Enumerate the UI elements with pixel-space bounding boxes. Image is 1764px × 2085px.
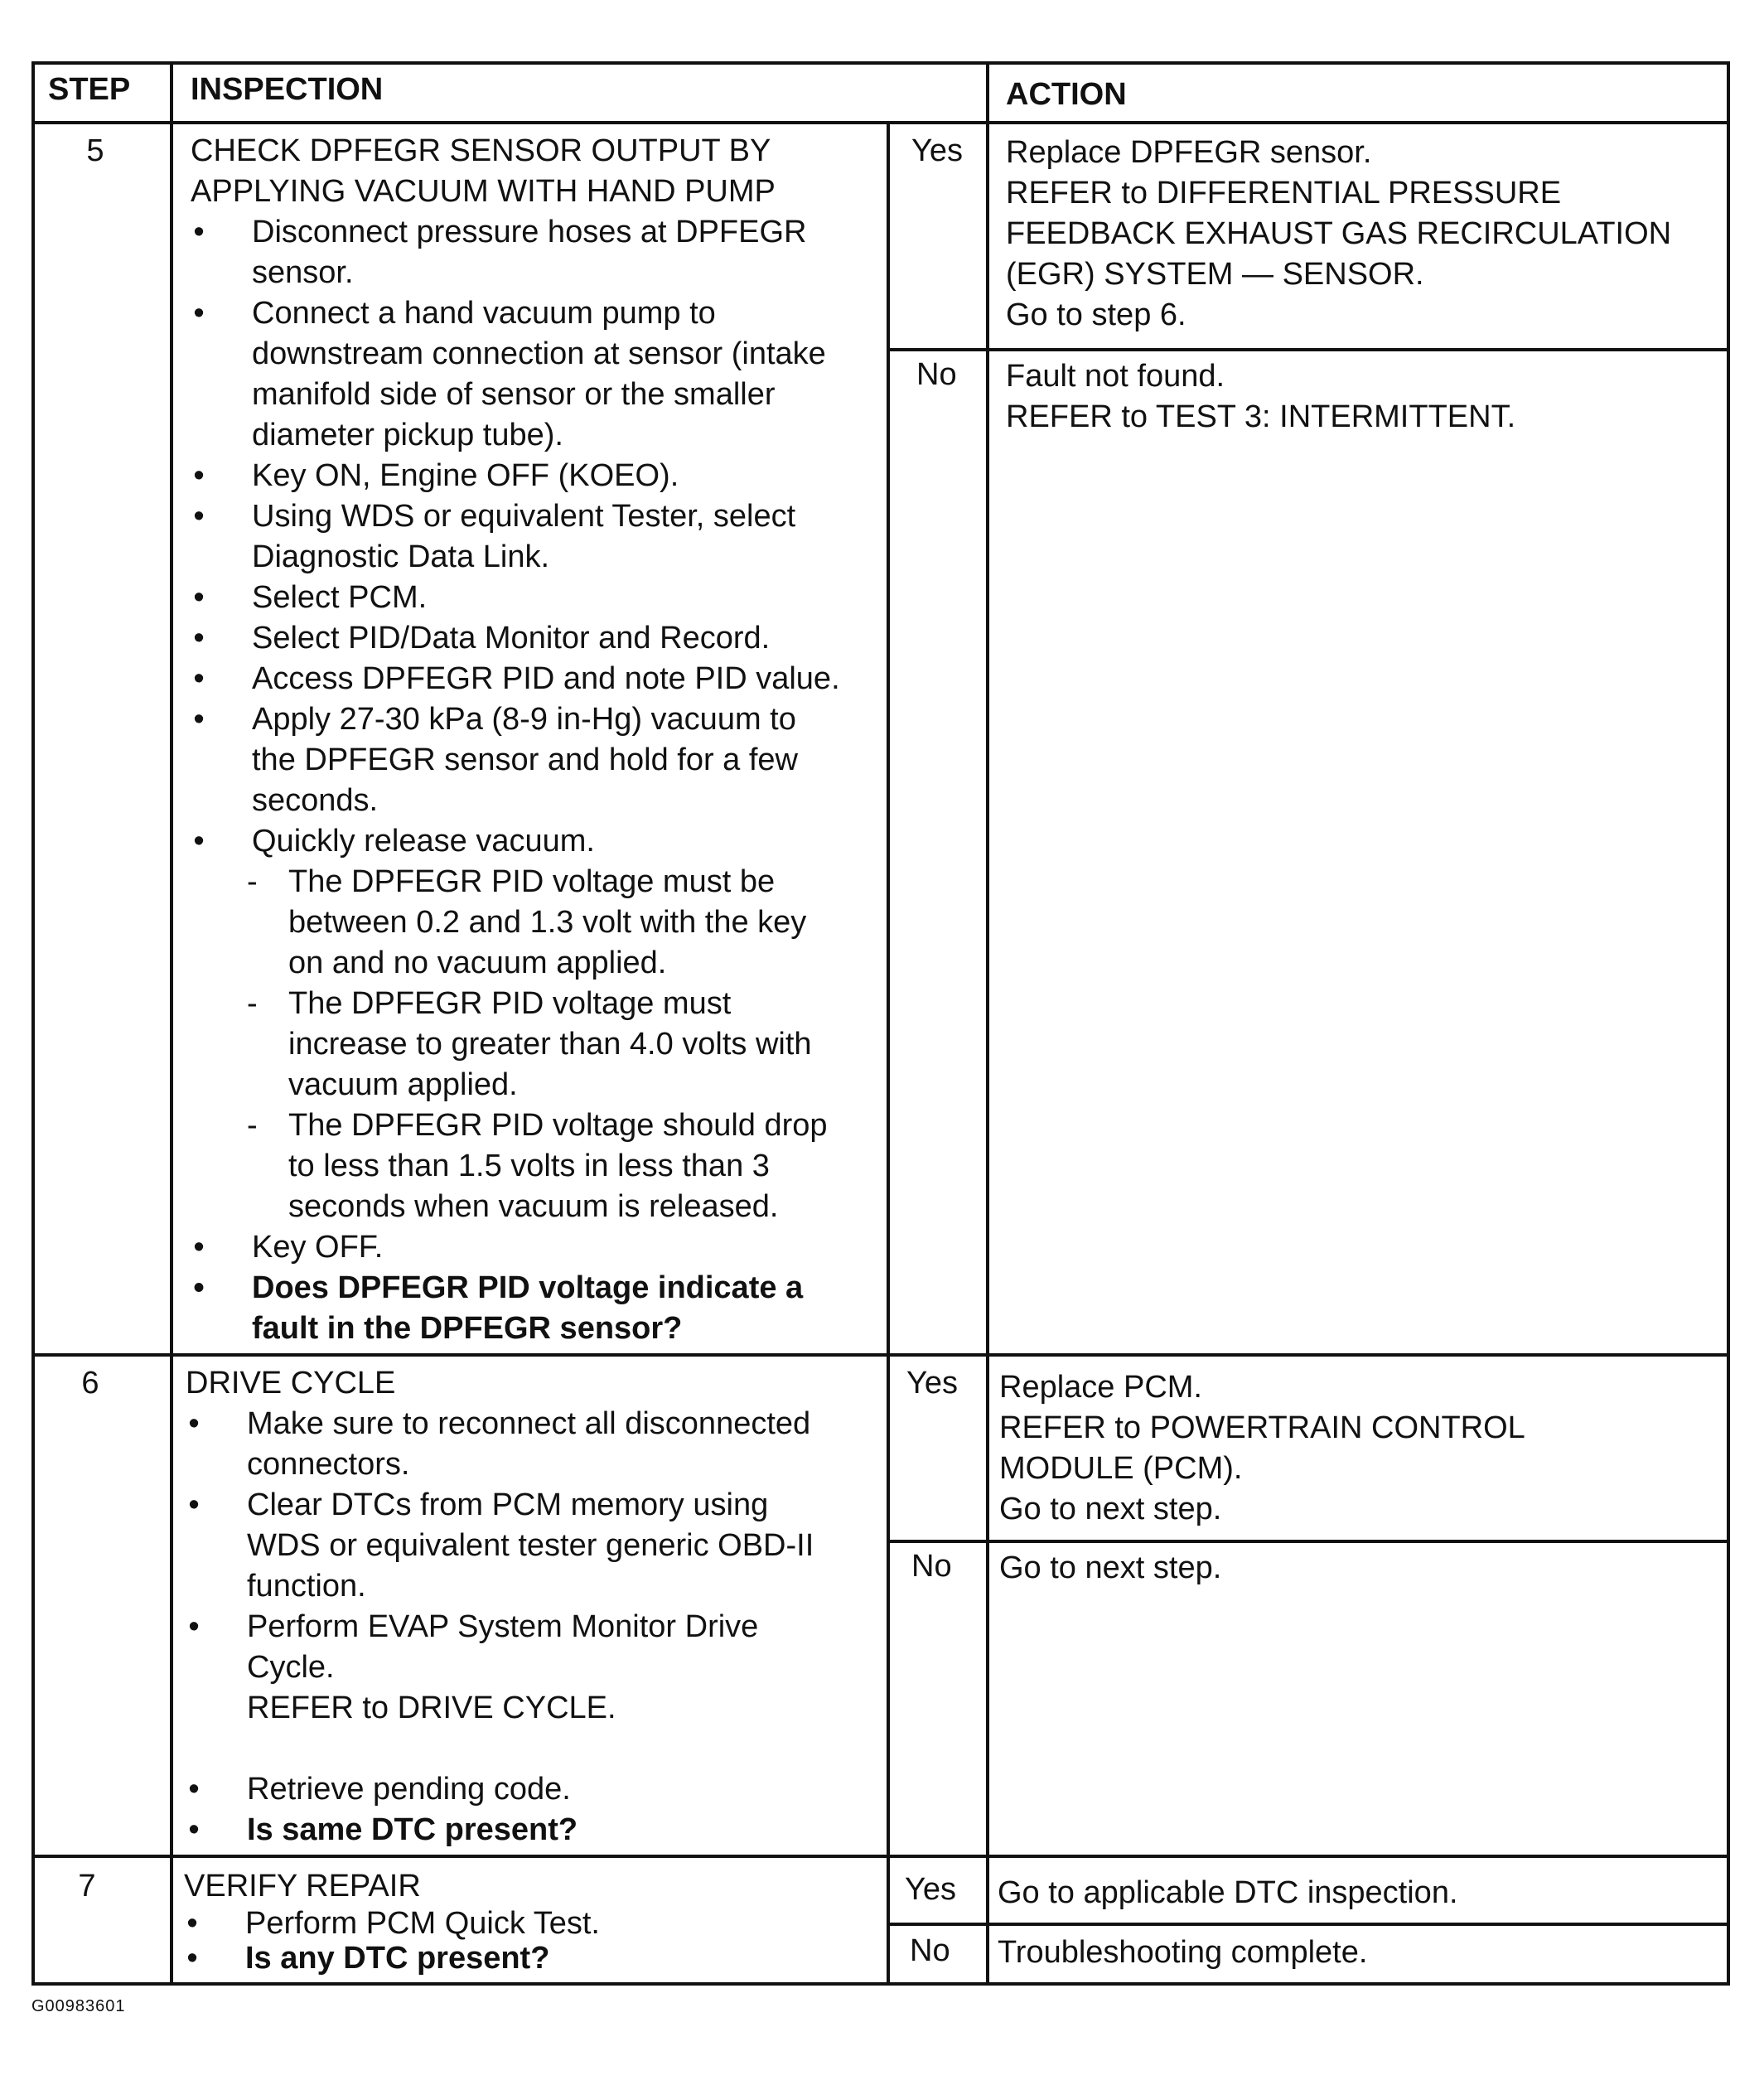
list-item [189,659,877,699]
yes-no-divider-step7 [887,1923,1730,1926]
bullet-icon: • [193,661,205,696]
yes-action [1006,133,1671,336]
action-line: REFER to TEST 3: INTERMITTENT. [1006,399,1516,434]
list-item-text: downstream connection at sensor (intake [252,336,826,371]
bullet-icon: • [186,1906,198,1941]
list-item-text: Select PID/Data Monitor and Record. [252,621,771,655]
bullet-icon: • [193,702,205,737]
list-item [189,1268,877,1349]
list-item-text: Diagnostic Data Link. [252,539,550,574]
list-item-text: Perform EVAP System Monitor Drive [247,1609,759,1644]
row-divider-6-7 [31,1855,1730,1858]
action-line: Replace DPFEGR sensor. [1006,135,1372,170]
list-item-text: diameter pickup tube). [252,418,563,452]
header-action: ACTION [1006,77,1127,112]
sub-list-item [189,984,877,1105]
bullet-icon: • [188,1772,200,1807]
inspection-column-divider [887,121,890,1986]
step-number: 5 [86,133,104,168]
yes-no-divider-step6 [887,1540,1730,1543]
inspection-checklist [182,1906,870,1976]
bullet-icon: • [193,1230,205,1265]
list-item [189,618,877,659]
bullet-icon: • [188,1488,200,1522]
question-text: fault in the DPFEGR sensor? [252,1311,683,1346]
list-item [189,1227,877,1268]
yes-action: Go to applicable DTC inspection. [998,1875,1458,1910]
list-item [189,293,877,456]
action-line: MODULE (PCM). [999,1451,1243,1486]
no-label: No [910,1933,950,1968]
inspection-title: VERIFY REPAIR [184,1869,421,1904]
action-line: FEEDBACK EXHAUST GAS RECIRCULATION [1006,216,1672,251]
yes-no-divider-step5 [887,348,1730,351]
sub-list-item [189,862,877,984]
list-item [184,1769,872,1810]
list-item [184,1607,872,1729]
list-item-text: manifold side of sensor or the smaller [252,377,776,412]
list-item-text: The DPFEGR PID voltage should drop [288,1108,828,1143]
step-number: 7 [78,1869,96,1904]
header-divider [31,121,1730,124]
question-text: Is same DTC present? [247,1812,578,1847]
action-line: Replace PCM. [999,1370,1202,1405]
list-item [182,1906,870,1941]
no-label: No [911,1549,952,1584]
yes-label: Yes [905,1872,956,1907]
inspection-title: CHECK DPFEGR SENSOR OUTPUT BY [191,133,771,168]
bullet-icon: • [193,215,205,249]
action-line: Fault not found. [1006,359,1225,394]
list-item-text: Key OFF. [252,1230,384,1265]
list-item [184,1810,872,1850]
list-item-text: Clear DTCs from PCM memory using [247,1488,769,1522]
list-item-text: WDS or equivalent tester generic OBD-II [247,1528,814,1563]
inspection-checklist [189,212,877,1349]
yes-label: Yes [906,1366,958,1400]
bullet-icon: • [186,1941,198,1976]
list-item-text: The DPFEGR PID voltage must [288,986,732,1021]
inspection-title: APPLYING VACUUM WITH HAND PUMP [191,174,776,209]
action-line: (EGR) SYSTEM — SENSOR. [1006,257,1424,292]
action-line: REFER to POWERTRAIN CONTROL [999,1410,1525,1445]
list-item-text: vacuum applied. [288,1067,518,1102]
no-label: No [916,357,957,392]
bullet-icon: • [193,458,205,493]
list-item-text: function. [247,1569,366,1604]
list-item-text: Apply 27-30 kPa (8-9 in-Hg) vacuum to [252,702,796,737]
list-item-text: Key ON, Engine OFF (KOEO). [252,458,679,493]
dash-marker: - [247,864,258,899]
list-item [184,1404,872,1485]
header-inspection: INSPECTION [191,72,384,107]
list-item [189,699,877,821]
bullet-icon: • [193,1270,205,1305]
list-item-text: sensor. [252,255,354,290]
bullet-icon: • [188,1812,200,1847]
inspection-title: DRIVE CYCLE [186,1366,396,1400]
list-item [189,456,877,496]
header-step: STEP [48,72,131,107]
step-column-divider [170,61,173,1986]
list-item-text: between 0.2 and 1.3 volt with the key [288,905,807,940]
step-number: 6 [81,1366,99,1400]
list-item-text: REFER to DRIVE CYCLE. [247,1691,616,1725]
bullet-icon: • [193,824,205,859]
action-line: Go to step 6. [1006,298,1186,332]
list-item-text: Make sure to reconnect all disconnected [247,1406,811,1441]
bullet-icon: • [193,580,205,615]
action-line: REFER to DIFFERENTIAL PRESSURE [1006,176,1562,210]
list-item-text: Connect a hand vacuum pump to [252,296,716,331]
list-item-text: The DPFEGR PID voltage must be [288,864,776,899]
figure-id: G00983601 [31,1997,126,2015]
list-item-text: Quickly release vacuum. [252,824,595,859]
bullet-icon: • [193,296,205,331]
list-item-text: seconds when vacuum is released. [288,1189,779,1224]
list-item [189,578,877,618]
list-item-text: on and no vacuum applied. [288,946,667,980]
bullet-icon: • [193,499,205,534]
list-item-text: to less than 1.5 volts in less than 3 [288,1149,770,1183]
list-item [189,821,877,862]
row-divider-5-6 [31,1353,1730,1357]
question-text: Does DPFEGR PID voltage indicate a [252,1270,804,1305]
yes-action [999,1367,1525,1530]
list-item-text: Using WDS or equivalent Tester, select [252,499,796,534]
list-item-text: Access DPFEGR PID and note PID value. [252,661,840,696]
bullet-icon: • [193,621,205,655]
dash-marker: - [247,986,258,1021]
yes-label: Yes [911,133,963,168]
list-item-text: increase to greater than 4.0 volts with [288,1027,812,1062]
list-item [184,1485,872,1607]
no-action: Troubleshooting complete. [998,1935,1368,1970]
bullet-icon: • [188,1609,200,1644]
no-action: Go to next step. [999,1550,1222,1585]
inspection-checklist [184,1404,872,1850]
list-item-text: the DPFEGR sensor and hold for a few [252,743,798,777]
list-item-text: Select PCM. [252,580,428,615]
list-item-text: seconds. [252,783,379,818]
dash-marker: - [247,1108,258,1143]
question-text: Is any DTC present? [245,1941,550,1976]
list-item-text: Cycle. [247,1650,335,1685]
list-item-text: Perform PCM Quick Test. [245,1906,600,1941]
list-item-text: Disconnect pressure hoses at DPFEGR [252,215,807,249]
list-item-text: Retrieve pending code. [247,1772,571,1807]
list-item [189,212,877,293]
action-line: Go to next step. [999,1492,1222,1526]
sub-list-item [189,1105,877,1227]
no-action [1006,356,1515,438]
list-item [182,1941,870,1976]
list-item-text: connectors. [247,1447,410,1482]
list-item [189,496,877,578]
bullet-icon: • [188,1406,200,1441]
